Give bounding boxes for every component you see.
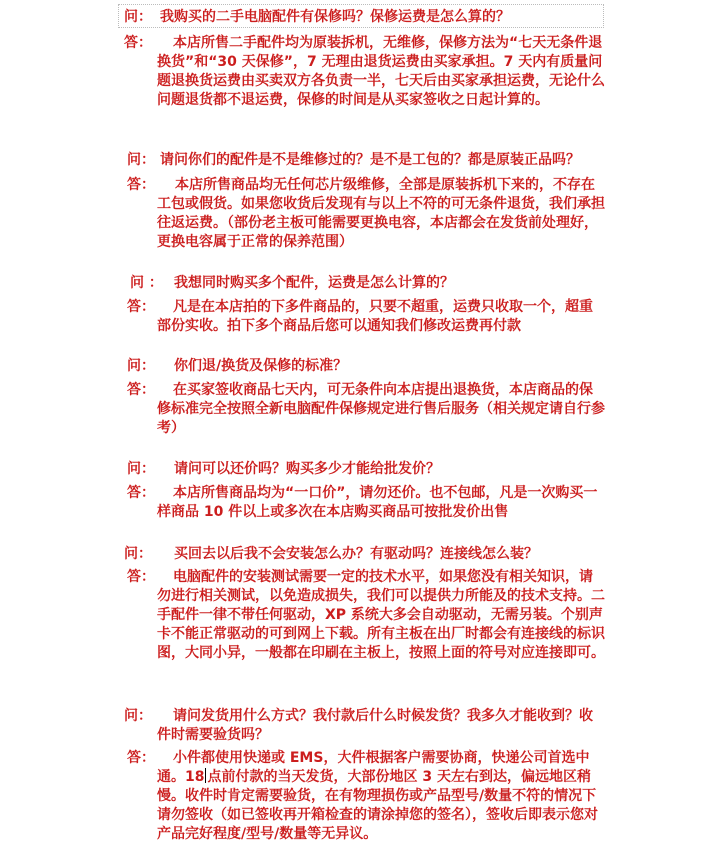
question-label: 问： (124, 708, 152, 724)
question-text: 请问你们的配件是不是维修过的？是不是工包的？都是原装正品吗？ (160, 152, 580, 168)
faq-item (0, 357, 728, 438)
answer-text-part: 点前付款的当天发货，大部份地区 3 天左右到达，偏远地区稍慢。收件时肯定需要验货，在有物理损伤或产品型号/数量不符的情况下请勿签收（如已签收再开箱检查的请涂掉您的签名），签收后即表示您对产品完好程度/型号/数量等无异议。 (157, 769, 598, 842)
answer-label: 答： (127, 569, 155, 585)
question-label: 问： (127, 358, 155, 374)
question-label: 问： (127, 152, 155, 168)
answer-text: 本店所售二手配件均为原装拆机，无维修，保修方法为“七天无条件退换货”和“30 天保修”，7 无理由退货运费由买家承担。7 天内有质量问题退换货运费由买卖双方各负责一半，七天后由买家承担运费，无论什么问题退货都不退运费，保修的时间是从买家签收之日起计算的。 (157, 35, 605, 108)
question-text: 买回去以后我不会安装怎么办？有驱动吗？连接线怎么装？ (174, 546, 538, 562)
answer-row (0, 176, 728, 252)
question-row (0, 8, 728, 27)
answer-text: 本店所售商品均为“一口价”，请勿还价。也不包邮，凡是一次购买一样商品 10 件以上或多次在本店购买商品可按批发价出售 (157, 485, 598, 520)
faq-item (0, 707, 728, 844)
answer-text: 在买家签收商品七天内，可无条件向本店提出退换货，本店商品的保修标准完全按照全新电脑配件保修规定进行售后服务（相关规定请自行参考） (157, 382, 605, 436)
answer-row (0, 484, 728, 522)
answer-text: 本店所售商品均无任何芯片级维修，全部是原装拆机下来的，不存在工包或假货。如果您收货后发现有与以上不符的可无条件退货，我们承担往返运费。（部份老主板可能需要更换电容，本店都会在发货前处理好，更换电容属于正常的保养范围） (157, 177, 605, 250)
answer-label: 答： (124, 35, 152, 51)
question-row (0, 545, 728, 564)
answer-label: 答： (127, 750, 155, 766)
question-row (0, 707, 728, 745)
answer-row (0, 568, 728, 663)
question-label: 问： (124, 546, 152, 562)
question-text: 我购买的二手电脑配件有保修吗？保修运费是怎么算的？ (160, 9, 510, 25)
question-label: 问 ： (130, 275, 163, 291)
question-row (0, 460, 728, 479)
faq-item (0, 8, 728, 110)
faq-item (0, 274, 728, 336)
question-label: 问： (127, 461, 155, 477)
answer-text-part: 小件都使用快递或 EMS，大件根据客户需要协商，快递公司首选中通。18 (157, 750, 590, 785)
question-row (0, 357, 728, 376)
answer-label: 答： (127, 485, 155, 501)
faq-item (0, 151, 728, 252)
question-text: 你们退/换货及保修的标准？ (174, 358, 348, 374)
answer-text (157, 749, 605, 844)
answer-text: 电脑配件的安装测试需要一定的技术水平，如果您没有相关知识，请勿进行相关测试，以免造成损失，我们可以提供力所能及的技术支持。二手配件一律不带任何驱动，XP 系统大多会自动驱动，无需另装。个别声卡不能正常驱动的可到网上下载。所有主板在出厂时都会有连接线的标识图，大同小异，一般都在印刷在主板上，按照上面的符号对应连接即可。 (157, 569, 605, 661)
question-text: 我想同时购买多个配件，运费是怎么计算的？ (174, 275, 454, 291)
answer-label: 答： (127, 177, 155, 193)
faq-item (0, 545, 728, 663)
answer-row (0, 34, 728, 110)
answer-text: 凡是在本店拍的下多件商品的，只要不超重，运费只收取一个，超重部份实收。拍下多个商品后您可以通知我们修改运费再付款 (157, 299, 593, 334)
answer-row (0, 298, 728, 336)
question-text: 请问发货用什么方式？我付款后什么时候发货？我多久才能收到？收件时需要验货吗？ (157, 708, 593, 743)
answer-label: 答： (127, 299, 155, 315)
question-label: 问： (124, 9, 152, 25)
faq-item (0, 460, 728, 522)
question-row (0, 274, 728, 293)
answer-label: 答： (127, 382, 155, 398)
answer-row (0, 381, 728, 438)
question-row (0, 151, 728, 170)
question-text: 请问可以还价吗？购买多少才能给批发价？ (174, 461, 440, 477)
answer-row (0, 749, 728, 844)
